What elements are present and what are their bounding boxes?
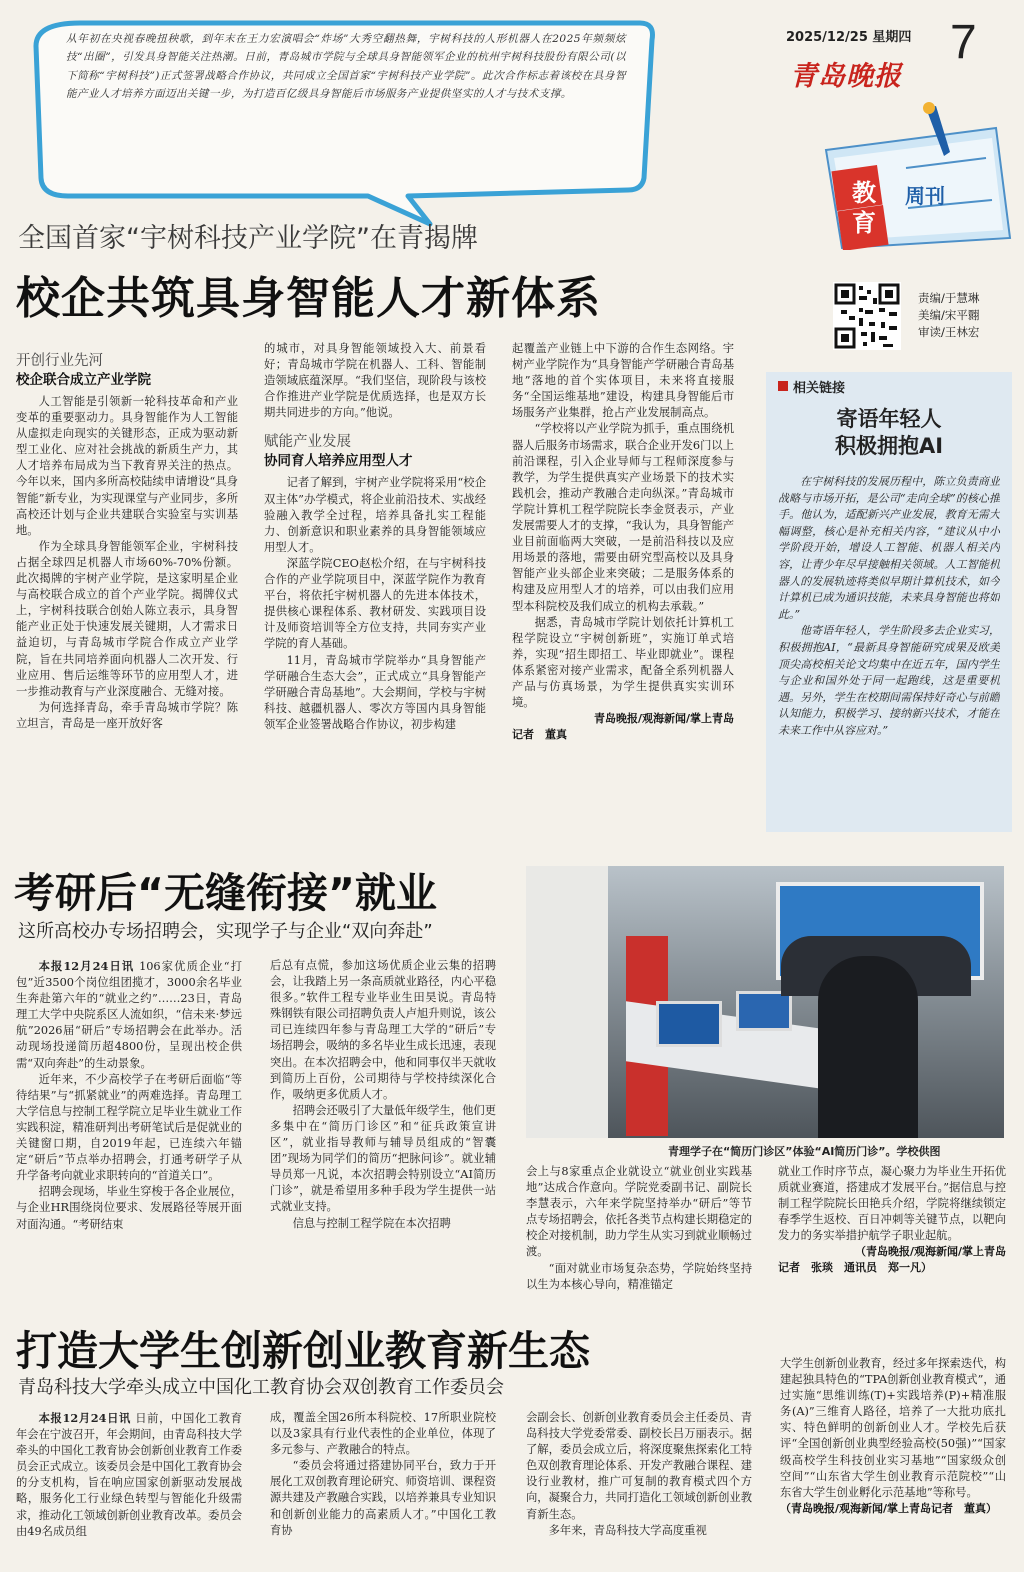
subhead-1: 开创行业先河 (16, 353, 103, 369)
subhead-2-strong: 协同育人培养应用型人才 (264, 453, 413, 470)
paragraph: “学校将以产业学院为抓手，重点围绕机器人后服务市场需求，联合企业开发6门以上前沿课程，引入企业导师与工程师深度参与教学，为学生提供真实产业场景下的技术实践机会，推动产教融合走向纵深。”青岛城市学院计算机工程学院院长李金贤表示，产业发展需要人才的支撑，“我认为，具身智能产业目前面临两大突破，一是前沿科技以及应用场景的落地，需要由研究型高校以及具身智能产业头部企业来突破；二是服务体系的构建及应用型人才的培养，可以由我们应用型本科院校及我们成立的机构去承载。” (512, 422, 734, 613)
paragraph (16, 958, 242, 1072)
photo-monitor (736, 991, 792, 1031)
article2-col1 (16, 958, 242, 1306)
paragraph: 成，覆盖全国26所本科院校、17所职业院校以及3家具有行业代表性的企业单位，体现了多元参与、产教融合的特点。 (270, 1411, 496, 1457)
weekly-label: 周刊 (905, 184, 945, 208)
byline: （青岛晚报/观海新闻/掌上青岛 (854, 1245, 1006, 1259)
paragraph (16, 1410, 242, 1540)
paragraph: 信息与控制工程学院在本次招聘 (292, 1216, 451, 1230)
article1-col3 (512, 341, 734, 841)
paragraph: 作为全球具身智能领军企业，宇树科技占据全球四足机器人市场60%-70%份额。此次揭牌的宇树产业学院，是这家明星企业与高校联合成立的首个产业学院。揭牌仪式上，宇树科技联合创始人陈立表示，具身智能产业正处于快速发展关键期，人才需求日益迫切，与青岛城市学院合作成立产业学院，旨在共同培养面向机器人二次开发、行业应用、售后运维等环节的应用型人才，进一步推动教育与产业深度融合、无缝对接。 (16, 539, 238, 698)
sidebar-tag-marker (778, 381, 788, 391)
article1-col1 (16, 352, 238, 840)
subhead-2: 赋能产业发展 (264, 434, 351, 451)
paragraph: “委员会将通过搭建协同平台，致力于开展化工双创教育理论研究、师资培训、课程资源共建及产教融合实践，以培养兼具专业知识和创新创业能力的高素质人才。”中国化工教育协 (270, 1459, 496, 1537)
paragraph: 的城市，对具身智能领域投入大、前景看好；青岛城市学院在机器人、工科、智能制造领域底蕴深厚。“我们坚信，现阶段与该校合作推进产业学院是优质选择，也是双方长期共同进步的方向。”他说。 (264, 342, 486, 420)
article2-col3 (526, 1164, 752, 1306)
photo-wall (526, 866, 608, 1138)
article2-col2 (270, 958, 496, 1306)
byline: 青岛晚报/观海新闻/掌上青岛 (593, 712, 734, 726)
paragraph: 多年来，青岛科技大学高度重视 (548, 1523, 707, 1537)
editor-credits (918, 290, 979, 341)
page-number: 7 (950, 16, 977, 69)
paragraph: 11月，青岛城市学院举办“具身智能产学研融合生态大会”，正式成立“具身智能产学研融合青岛基地”。大会期间，学校与宇树科技、越疆机器人、零次方等国内具身智能领军企业签署战略合作协议，初步构建 (264, 653, 486, 731)
sidebar-title (766, 406, 1012, 460)
sidebar-tag: 相关链接 (793, 381, 846, 396)
intro-text: 从年初在央视春晚扭秧歌，到年末在王力宏演唱会“炸场”大秀空翻热舞，宇树科技的人形机器人在2025年频频炫技“出圈”，引发具身智能关注热潮。日前，青岛城市学院与全球具身智能领军企业的杭州宇树科技股份有限公司(以下简称“宇树科技”)正式签署战略合作协议，共同成立全国首家“宇树科技产业学院”。此次合作标志着该校在具身智能产业人才培养方面迈出关键一步，为打造百亿级具身智能后市场服务产业提供坚实的人才与技术支撑。 (66, 33, 626, 101)
paragraph: 起覆盖产业链上中下游的合作生态网络。宇树产业学院作为“具身智能产学研融合青岛基地”落地的首个实体项目，未来将直接服务“全国运维基地”建设，构建具身智能后市场服务产业集群，抢占产业发展制高点。 (512, 342, 734, 420)
article1-col2 (264, 341, 486, 841)
paragraph: 据悉，青岛城市学院计划依托计算机工程学院设立“宇树创新班”，实施订单式培养，实现“招生即招工、毕业即就业”。课程体系紧密对接产业需求，配备全系列机器人产品与仿真场景，为学生提供真实实训环境。 (512, 615, 734, 710)
paragraph: 后总有点慌，参加这场优质企业云集的招聘会，让我踏上另一条高质就业路径，内心平稳很多。”软件工程专业毕业生田昊说。青岛特殊钢铁有限公司招聘负责人卢旭升则说，该公司已连续四年参与青岛理工大学的“研后”专场招聘会，吸纳的多名毕业生成长迅速，表现突出。在本次招聘会中，他和同事仅半天就收到简历上百份，公司期待与学校持续深化合作，吸纳更多优质人才。 (270, 959, 496, 1101)
subhead-1-strong: 校企联合成立产业学院 (16, 372, 151, 388)
credit-editor: 责编/于慧琳 (918, 291, 980, 305)
photo-caption: 青理学子在“简历门诊区”体验“AI简历门诊”。学校供图 (668, 1145, 941, 1158)
paragraph: 在宇树科技的发展历程中，陈立负责商业战略与市场开拓，是公司“走向全球”的核心推手。他认为，适配新兴产业发展，教育无需大幅调整，核心是补充相关内容，“建议从中小学阶段开始，增设人工智能、机器人相关内容，让青少年尽早接触相关领域。人工智能机器人的发展轨迹将类似早期计算机技术，如今计算机已成为通识技能，未来具身智能也将如此。” (778, 475, 1000, 621)
paragraph: 招聘会现场，毕业生穿梭于各企业展位，与企业HR围绕岗位要求、发展路径等展开面对面沟通。“考研结束 (16, 1185, 242, 1231)
recruitment-photo (526, 866, 1004, 1138)
paragraph: 人工智能是引领新一轮科技革命和产业变革的重要驱动力。具身智能作为人工智能从虚拟走向现实的关键形态，正成为驱动新型工业化、应对社会挑战的新质生产力，其人才培养布局成为当下教育界关注的热点。今年以来，国内多所高校陆续申请增设“具身智能”新专业，为实现课堂与产业同步，多所高校还计划与企业共建联合实验室与实训基地。 (16, 395, 238, 537)
paragraph: 为何选择青岛，牵手青岛城市学院？陈立坦言，青岛是一座开放好客 (16, 700, 238, 730)
article1-headline: 校企共筑具身智能人才新体系 (16, 273, 601, 324)
sidebar-title-line1: 寄语年轻人 (836, 407, 942, 431)
credit-designer: 美编/宋平翾 (918, 308, 980, 322)
article3-col2 (270, 1410, 496, 1570)
article2-col4 (778, 1164, 1006, 1306)
article3-col4 (780, 1356, 1006, 1570)
dateline: 本报12月24日讯 (38, 1411, 131, 1425)
photo-monitor (656, 1001, 722, 1047)
sidebar-body (778, 474, 1000, 826)
dateline: 本报12月24日讯 (38, 959, 135, 973)
article2-headline: 考研后“无缝衔接”就业 (14, 869, 437, 917)
article1-kicker: 全国首家“宇树科技产业学院”在青揭牌 (18, 223, 478, 254)
weekly-main-label: 教育 (852, 179, 876, 237)
article2-subhead: 这所高校办专场招聘会，实现学子与企业“双向奔赴” (18, 921, 433, 942)
article3-col3 (526, 1410, 752, 1570)
paragraph: 记者了解到，宇树产业学院将采用“校企双主体”办学模式，将企业前沿技术、实战经验融入教学全过程，培养具备扎实工程能力、创新意识和职业素养的具身智能领域应用型人才。 (264, 476, 486, 554)
education-weekly-logo (796, 98, 1018, 250)
masthead-logo: 青岛晚报 (790, 61, 902, 92)
sidebar-title-line2: 积极拥抱AI (834, 434, 944, 458)
paragraph: 会副会长、创新创业教育委员会主任委员、青岛科技大学党委常委、副校长吕万丽表示。据了解，委员会成立后，将深度聚焦探索化工特色双创教育理论体系、开发产教融合课程、建设行业教材，推广可复制的教育模式四个方向，凝聚合力，共同打造化工领域创新创业教育新生态。 (526, 1411, 752, 1521)
paragraph-text: 日前，中国化工教育年会在宁波召开，年会期间，由青岛科技大学牵头的中国化工教育协会创新创业教育工作委员会正式成立。该委员会是中国化工教育协会的分支机构，旨在响应国家创新驱动发展战略，服务化工行业绿色转型与智能化升级需求，推动化工领域创新创业教育改革。委员会由49名成员组 (16, 1412, 242, 1538)
paragraph: 他寄语年轻人，学生阶段多去企业实习，积极拥抱AI，“最新具身智能研究成果及欧美顶尖高校相关论文均集中在近五年，国内学生与企业和国外处于同一起跑线，这是重要机遇。另外，学生在校期间需保持好奇心与前瞻认知能力，积极学习、接纳新兴技术，才能在未来工作中从容应对。” (778, 624, 1000, 737)
byline: （青岛晚报/观海新闻/掌上青岛记者 董真） (780, 1501, 998, 1515)
paragraph: 大学生创新创业教育，经过多年探索迭代，构建起独具特色的“TPA创新创业教育模式”，通过实施“思维训练(T)+实践培养(P)+精准服务(A)”三维育人路径，培养了一大批功底扎实、特色鲜明的创新创业人才。学校先后获评“全国创新创业典型经验高校(50强)”“国家级高校学生科技创业实习基地”“国家级众创空间”“山东省大学生创业教育示范院校”“山东省大学生创业孵化示范基地”等称号。 (780, 1357, 1006, 1499)
credit-proofreader: 审读/王林宏 (918, 325, 980, 339)
paragraph: 就业工作时序节点，凝心聚力为毕业生开拓优质就业赛道，搭建成才发展平台。”据信息与控制工程学院院长田艳兵介绍，学院将继续锁定春季学生返校、百日冲刺等关键节点，以靶向发力的务实举措护航学子职业起航。 (778, 1165, 1006, 1243)
paragraph-text: 106家优质企业“打包”近3500个岗位组团揽才，3000余名毕业生奔赴第六年的“就业之约”……23日，青岛理工大学中央院系区人流如织，“信未来·梦远航”2026届“研后”专场招聘会在此举办。活动现场投递简历超4800份，呈现出校企供需“双向奔赴”的生动景象。 (16, 960, 242, 1070)
issue-date: 2025/12/25 星期四 (786, 30, 912, 45)
qr-code-icon (833, 282, 901, 350)
article3-subhead: 青岛科技大学牵头成立中国化工教育协会双创教育工作委员会 (18, 1377, 504, 1398)
article3-col1 (16, 1410, 242, 1570)
paragraph: “面对就业市场复杂态势，学院始终坚持以生为本核心导向，精准锚定 (526, 1261, 752, 1291)
byline-reporter: 记者 张琰 通讯员 郑一凡） (778, 1261, 932, 1275)
paragraph: 招聘会还吸引了大量低年级学生，他们更多集中在“简历门诊区”和“征兵政策宣讲区”，就业指导教师与辅导员组成的“智囊团”现场为同学们的简历“把脉问诊”。就业辅导员郑一凡说，本次招聘会特别设立“AI简历门诊”，就是希望用多种手段为学生提供一站式就业支持。 (270, 1103, 496, 1214)
byline-reporter: 记者 董真 (512, 728, 567, 742)
article3-headline: 打造大学生创新创业教育新生态 (16, 1327, 590, 1375)
paragraph: 近年来，不少高校学子在考研后面临“等待结果”与“抓紧就业”的两难选择。青岛理工大学信息与控制工程学院立足毕业生就业工作实践积淀，精准研判出考研笔试后是促就业的关键窗口期，自2019年起，已连续六年锚定“研后”节点举办招聘会，打通考研学子从升学备考向就业求职转向的“首道关口”。 (16, 1072, 242, 1183)
paragraph: 会上与8家重点企业就设立“就业创业实践基地”达成合作意向。学院党委副书记、副院长李慧表示，六年来学院坚持举办“研后”等节点专场招聘会，依托各类节点构建长期稳定的校企对接机制，助力学生从实习到就业顺畅过渡。 (526, 1165, 752, 1259)
paragraph: 深蓝学院CEO赵松介绍，在与宇树科技合作的产业学院项目中，深蓝学院作为教育平台，将依托宇树机器人的先进本体技术，提供核心课程体系、教材研发、实践项目设计及师资培训等全方位支持，共同夯实产业学院的育人基础。 (264, 556, 486, 651)
photo-student (818, 956, 918, 1138)
